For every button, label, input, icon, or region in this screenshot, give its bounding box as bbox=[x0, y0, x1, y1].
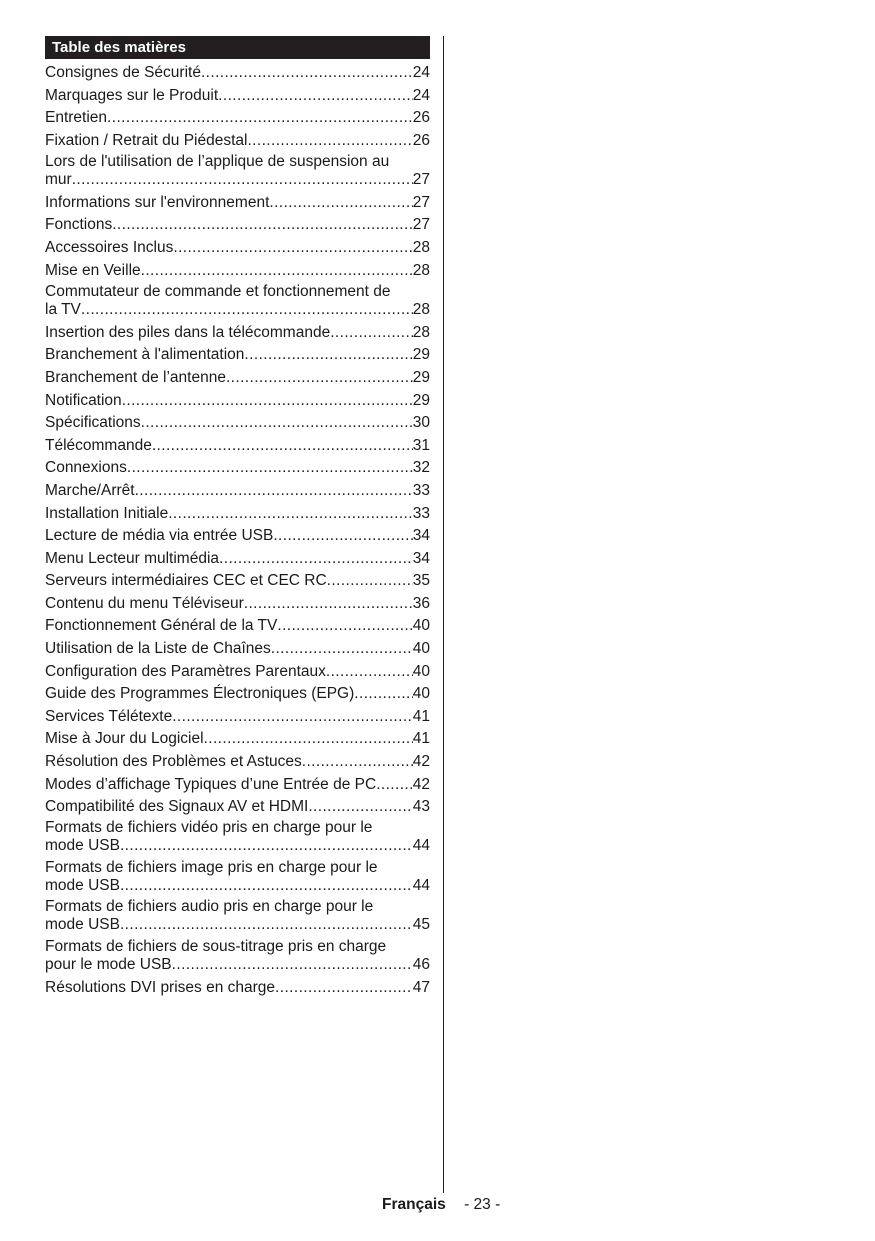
toc-entry-page: 40 bbox=[412, 685, 430, 703]
toc-entry[interactable] bbox=[45, 638, 430, 661]
toc-entry-title: Mise en Veille bbox=[45, 261, 141, 279]
toc-entry-title: Installation Initiale bbox=[45, 504, 169, 522]
toc-leader-dots bbox=[226, 367, 413, 390]
toc-entry[interactable] bbox=[45, 214, 430, 237]
toc-entry[interactable] bbox=[45, 615, 430, 638]
toc-entry-page: 44 bbox=[412, 837, 430, 855]
toc-entry-page: 44 bbox=[412, 876, 430, 894]
toc-leader-dots bbox=[308, 796, 412, 819]
toc-entry-page: 29 bbox=[412, 368, 430, 386]
toc-entry-page: 32 bbox=[412, 459, 430, 477]
toc-entry-title: Services Télétexte bbox=[45, 707, 173, 725]
toc-leader-dots bbox=[107, 107, 413, 130]
toc-entry[interactable] bbox=[45, 938, 430, 977]
toc-entry-title: Guide des Programmes Électroniques (EPG) bbox=[45, 685, 355, 703]
toc-entry-title: Modes d’affichage Typiques d’une Entrée de PC bbox=[45, 775, 377, 793]
toc-leader-dots bbox=[168, 503, 413, 526]
toc-entries bbox=[45, 62, 430, 999]
toc-entry[interactable] bbox=[45, 570, 430, 593]
toc-entry-title: Accessoires Inclus bbox=[45, 239, 174, 257]
toc-entry-title: Contenu du menu Téléviseur bbox=[45, 594, 244, 612]
toc-entry[interactable] bbox=[45, 457, 430, 480]
toc-entry[interactable] bbox=[45, 706, 430, 729]
toc-entry-title: Fixation / Retrait du Piédestal bbox=[45, 131, 248, 149]
toc-header: Table des matières bbox=[45, 36, 430, 59]
toc-leader-dots bbox=[204, 728, 413, 751]
toc-entry-title: Utilisation de la Liste de Chaînes bbox=[45, 640, 271, 658]
toc-entry-title-line2: la TV bbox=[45, 300, 81, 318]
toc-entry-page: 26 bbox=[412, 109, 430, 127]
toc-leader-dots bbox=[120, 915, 413, 935]
toc-leader-dots bbox=[172, 955, 413, 975]
column-divider bbox=[443, 36, 444, 1193]
toc-leader-dots bbox=[302, 751, 413, 774]
toc-entry[interactable] bbox=[45, 683, 430, 706]
toc-entry-title: Marche/Arrêt bbox=[45, 481, 135, 499]
toc-entry-page: 26 bbox=[412, 131, 430, 149]
toc-leader-dots bbox=[122, 390, 413, 413]
toc-leader-dots bbox=[218, 85, 413, 108]
toc-entry-title: Mise à Jour du Logiciel bbox=[45, 730, 204, 748]
toc-leader-dots bbox=[81, 300, 413, 320]
toc-entry[interactable] bbox=[45, 661, 430, 684]
toc-entry-page: 35 bbox=[412, 572, 430, 590]
toc-leader-dots bbox=[271, 638, 413, 661]
toc-entry[interactable] bbox=[45, 107, 430, 130]
toc-entry-title-line2: mode USB bbox=[45, 837, 120, 855]
toc-entry-page: 40 bbox=[412, 640, 430, 658]
toc-entry-title: Télécommande bbox=[45, 436, 152, 454]
toc-leader-dots bbox=[277, 615, 412, 638]
toc-entry[interactable] bbox=[45, 898, 430, 937]
toc-entry-title-line1: Lors de l'utilisation de l’applique de suspension au bbox=[45, 152, 390, 170]
toc-entry-title-line1: Formats de fichiers image pris en charge pour le bbox=[45, 858, 378, 876]
toc-leader-dots bbox=[127, 457, 413, 480]
toc-entry-page: 28 bbox=[412, 239, 430, 257]
toc-leader-dots bbox=[135, 480, 413, 503]
toc-entry-title-line2: pour le mode USB bbox=[45, 955, 172, 973]
toc-entry-page: 36 bbox=[412, 594, 430, 612]
toc-leader-dots bbox=[120, 836, 413, 856]
toc-entry-title: Résolutions DVI prises en charge bbox=[45, 978, 276, 996]
toc-entry-page: 46 bbox=[412, 955, 430, 973]
toc-leader-dots bbox=[152, 435, 413, 458]
toc-entry[interactable] bbox=[45, 751, 430, 774]
toc-leader-dots bbox=[269, 192, 412, 215]
toc-entry-page: 42 bbox=[412, 775, 430, 793]
toc-entry-title: Branchement de l’antenne bbox=[45, 368, 226, 386]
toc-leader-dots bbox=[72, 170, 413, 190]
toc-entry[interactable] bbox=[45, 412, 430, 435]
toc-entry-title: Configuration des Paramètres Parentaux bbox=[45, 662, 326, 680]
toc-leader-dots bbox=[273, 525, 412, 548]
toc-entry-title: Lecture de média via entrée USB bbox=[45, 527, 274, 545]
toc-leader-dots bbox=[112, 214, 413, 237]
toc-entry-title-line1: Formats de fichiers vidéo pris en charge pour le bbox=[45, 819, 373, 837]
toc-entry-title-line2: mode USB bbox=[45, 916, 120, 934]
toc-entry-page: 45 bbox=[412, 916, 430, 934]
toc-entry-title: Marquages sur le Produit bbox=[45, 86, 219, 104]
toc-entry-title: Consignes de Sécurité bbox=[45, 64, 201, 81]
toc-entry-title-line1: Formats de fichiers de sous-titrage pris en charge bbox=[45, 937, 387, 955]
toc-entry-title: Compatibilité des Signaux AV et HDMI bbox=[45, 798, 309, 816]
toc-leader-dots bbox=[219, 548, 413, 571]
toc-entry-page: 24 bbox=[412, 86, 430, 104]
toc-entry-page: 41 bbox=[412, 730, 430, 748]
toc-entry[interactable] bbox=[45, 192, 430, 215]
toc-entry-page: 27 bbox=[412, 216, 430, 234]
toc-entry-page: 33 bbox=[412, 481, 430, 499]
toc-entry[interactable] bbox=[45, 260, 430, 283]
toc-entry[interactable] bbox=[45, 977, 430, 1000]
toc-leader-dots bbox=[244, 344, 412, 367]
toc-leader-dots bbox=[354, 683, 412, 706]
toc-entry-page: 40 bbox=[412, 617, 430, 635]
toc-entry[interactable] bbox=[45, 774, 430, 797]
toc-entry-title: Connexions bbox=[45, 459, 127, 477]
toc-entry-page: 34 bbox=[412, 527, 430, 545]
toc-entry-title-line1: Formats de fichiers audio pris en charge pour le bbox=[45, 898, 374, 916]
toc-entry-title: Insertion des piles dans la télécommande bbox=[45, 323, 331, 341]
toc-entry-title: Entretien bbox=[45, 109, 108, 127]
toc-entry[interactable] bbox=[45, 390, 430, 413]
page-footer bbox=[382, 1196, 500, 1214]
toc-entry-title: Serveurs intermédiaires CEC et CEC RC bbox=[45, 572, 327, 590]
toc-entry-page: 27 bbox=[412, 193, 430, 211]
footer-language: Français bbox=[382, 1196, 446, 1213]
toc-entry-page: 33 bbox=[412, 504, 430, 522]
toc-leader-dots bbox=[275, 977, 413, 1000]
toc-entry[interactable] bbox=[45, 819, 430, 858]
toc-entry-title: Fonctionnement Général de la TV bbox=[45, 617, 278, 635]
toc-entry-page: 41 bbox=[412, 707, 430, 725]
toc-entry-title-line1: Commutateur de commande et fonctionnement de bbox=[45, 282, 391, 300]
toc-leader-dots bbox=[173, 237, 412, 260]
toc-entry-page: 29 bbox=[412, 346, 430, 364]
toc-entry[interactable] bbox=[45, 548, 430, 571]
toc-entry-page: 24 bbox=[412, 64, 430, 81]
toc-leader-dots bbox=[376, 774, 413, 797]
toc-leader-dots bbox=[201, 62, 413, 85]
toc-entry[interactable] bbox=[45, 593, 430, 616]
toc-entry-title: Informations sur l'environnement bbox=[45, 193, 270, 211]
toc-entry-title: Spécifications bbox=[45, 414, 141, 432]
toc-leader-dots bbox=[141, 412, 413, 435]
toc-entry-page: 47 bbox=[412, 978, 430, 996]
toc-leader-dots bbox=[120, 876, 413, 896]
table-of-contents bbox=[45, 36, 430, 999]
toc-leader-dots bbox=[327, 570, 413, 593]
toc-entry-title-line2: mur bbox=[45, 170, 72, 188]
toc-entry[interactable] bbox=[45, 153, 430, 192]
toc-entry-page: 28 bbox=[412, 323, 430, 341]
toc-entry-page: 34 bbox=[412, 549, 430, 567]
toc-entry[interactable] bbox=[45, 62, 430, 85]
toc-entry-page: 43 bbox=[412, 798, 430, 816]
toc-entry-title-line2: mode USB bbox=[45, 876, 120, 894]
toc-entry-page: 40 bbox=[412, 662, 430, 680]
toc-entry[interactable] bbox=[45, 859, 430, 898]
toc-leader-dots bbox=[247, 130, 412, 153]
toc-entry-title: Fonctions bbox=[45, 216, 113, 234]
toc-entry[interactable] bbox=[45, 85, 430, 108]
toc-entry-page: 27 bbox=[412, 170, 430, 188]
toc-entry[interactable] bbox=[45, 503, 430, 526]
toc-entry[interactable] bbox=[45, 367, 430, 390]
toc-entry-page: 28 bbox=[412, 261, 430, 279]
toc-entry-page: 31 bbox=[412, 436, 430, 454]
toc-entry[interactable] bbox=[45, 796, 430, 819]
toc-entry-page: 29 bbox=[412, 391, 430, 409]
toc-entry[interactable] bbox=[45, 435, 430, 458]
toc-leader-dots bbox=[172, 706, 413, 729]
toc-leader-dots bbox=[326, 661, 413, 684]
toc-entry-page: 30 bbox=[412, 414, 430, 432]
toc-entry-title: Résolution des Problèmes et Astuces bbox=[45, 753, 302, 771]
toc-entry[interactable] bbox=[45, 344, 430, 367]
toc-entry[interactable] bbox=[45, 237, 430, 260]
toc-entry-title: Notification bbox=[45, 391, 122, 409]
toc-entry[interactable] bbox=[45, 525, 430, 548]
toc-entry-title: Branchement à l'alimentation bbox=[45, 346, 245, 364]
toc-entry-title: Menu Lecteur multimédia bbox=[45, 549, 220, 567]
toc-leader-dots bbox=[330, 322, 413, 345]
toc-entry[interactable] bbox=[45, 130, 430, 153]
toc-entry[interactable] bbox=[45, 728, 430, 751]
toc-entry-page: 42 bbox=[412, 753, 430, 771]
toc-leader-dots bbox=[141, 260, 413, 283]
footer-page-number: - 23 - bbox=[464, 1196, 501, 1213]
toc-entry-page: 28 bbox=[412, 300, 430, 318]
toc-leader-dots bbox=[244, 593, 413, 616]
toc-entry[interactable] bbox=[45, 480, 430, 503]
toc-entry[interactable] bbox=[45, 283, 430, 322]
toc-entry[interactable] bbox=[45, 322, 430, 345]
